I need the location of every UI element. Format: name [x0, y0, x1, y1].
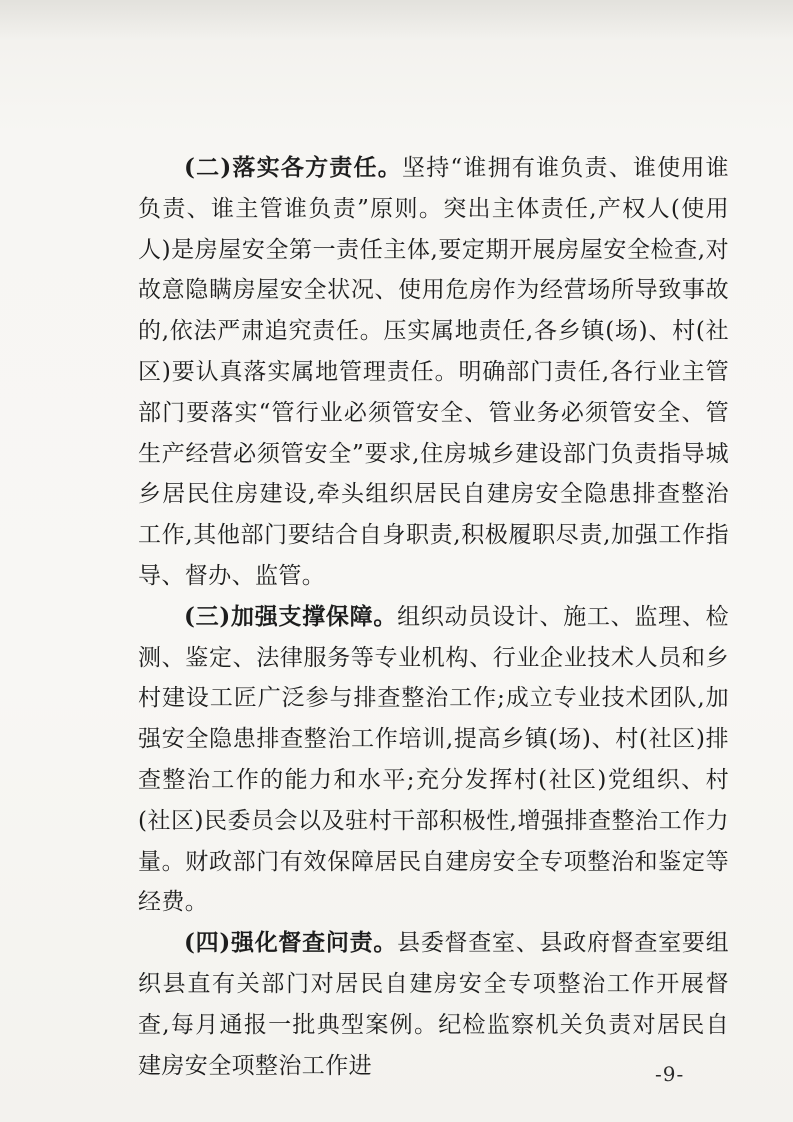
section-heading-3: (三)加强支撑保障。 — [184, 602, 398, 630]
section-heading-2: (二)落实各方责任。 — [184, 154, 402, 181]
section-heading-4: (四)强化督查问责。 — [184, 929, 398, 957]
paragraph-text-4: 县委督查室、县政府督查室要组织县直有关部门对居民自建房安全专项整治工作开展督查,每月通报一批典型案例。纪检监察机关负责对居民自建房安全项整治工作进 — [138, 930, 730, 1079]
paragraph-text-2: 坚持“谁拥有谁负责、谁使用谁负责、谁主管谁负责”原则。突出主体责任,产权人(使用人)是房屋安全第一责任主体,要定期开展房屋安全检查,对故意隐瞒房屋安全状况、使用危房作为经营场所导致事故的,依法严肃追究责任。压实属地责任,各乡镇(场)、村(社区)要认真落实属地管理责任。明确部门责任,各行业主管部门要落实“管行业必须管安全、管业务必须管安全、管生产经营必须管安全”要求,住房城乡建设部门负责指导城乡居民住房建设,牵头组织居民自建房安全隐患排查整治工作,其他部门要结合自身职责,积极履职尽责,加强工作指导、督办、监管。 — [138, 155, 730, 589]
scan-shadow — [0, 0, 793, 40]
paragraph-supervision — [138, 923, 729, 1086]
page-number: -9- — [655, 1062, 685, 1086]
paragraph-support — [138, 597, 729, 923]
document-body — [138, 148, 729, 1086]
paragraph-responsibilities — [138, 148, 729, 597]
paragraph-text-3: 组织动员设计、施工、监理、检测、鉴定、法律服务等专业机构、行业企业技术人员和乡村建设工匠广泛参与排查整治工作;成立专业技术团队,加强安全隐患排查整治工作培训,提高乡镇(场)、村(社区)排查整治工作的能力和水平;充分发挥村(社区)党组织、村(社区)民委员会以及驻村干部积极性,增强排查整治工作力量。财政部门有效保障居民自建房安全专项整治和鉴定等经费。 — [138, 603, 730, 916]
